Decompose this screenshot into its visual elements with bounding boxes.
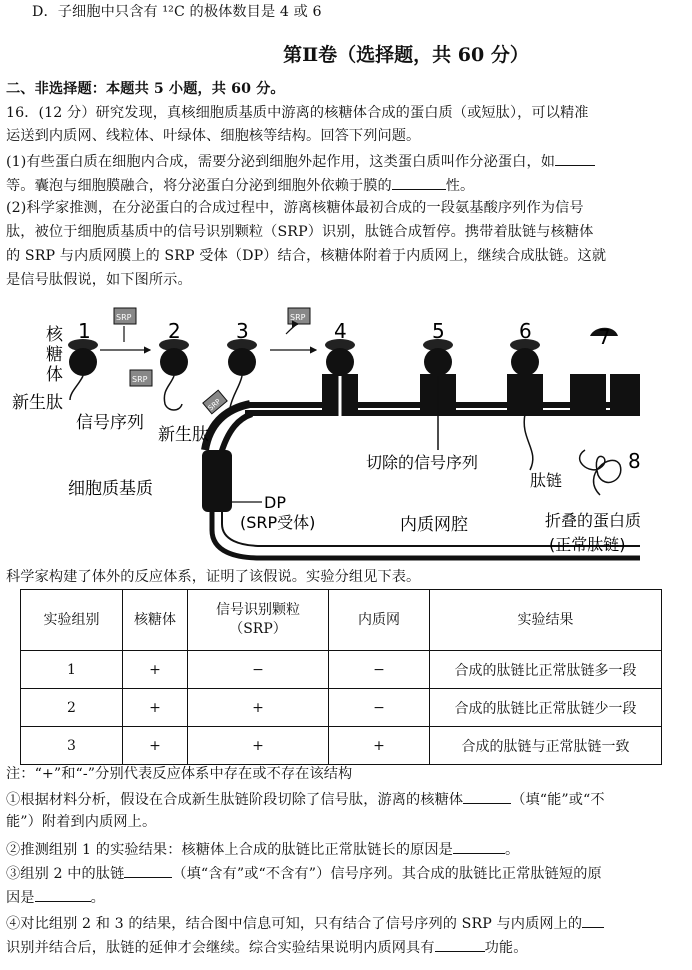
label-ribosome-3: 体 bbox=[46, 365, 63, 385]
ribosome-6 bbox=[507, 339, 543, 470]
svg-text:SRP: SRP bbox=[290, 313, 306, 322]
label-ribosome-2: 糖 bbox=[46, 345, 63, 365]
answer-blank-3[interactable] bbox=[463, 788, 511, 804]
label-signal-sequence: 信号序列 bbox=[76, 413, 144, 433]
answer-blank-5[interactable] bbox=[124, 862, 172, 878]
srp-particle-3 bbox=[203, 390, 227, 414]
answer-blank-4[interactable] bbox=[453, 838, 505, 854]
table-row: 3 + + + 合成的肽链与正常肽链一致 bbox=[21, 727, 662, 765]
ribosome-3 bbox=[227, 339, 257, 408]
step-4: 4 bbox=[334, 319, 347, 343]
header-group: 实验组别 bbox=[21, 590, 123, 651]
signal-hypothesis-diagram bbox=[0, 300, 692, 568]
svg-text:SRP: SRP bbox=[132, 375, 148, 384]
section-heading: 二、非选择题：本题共 5 小题，共 60 分。 bbox=[6, 81, 285, 97]
part-title: 第Ⅱ卷（选择题，共 60 分） bbox=[283, 44, 529, 66]
step-3: 3 bbox=[236, 319, 249, 343]
label-cytosol: 细胞质基质 bbox=[68, 479, 153, 499]
srp-particle-4 bbox=[288, 308, 310, 324]
answer-blank-2[interactable] bbox=[392, 174, 446, 190]
label-peptide-chain: 肽链 bbox=[530, 471, 563, 490]
svg-text:SRP: SRP bbox=[206, 397, 223, 413]
q16-part1-line1 bbox=[6, 150, 686, 173]
experiment-table bbox=[20, 589, 662, 765]
q16-part2-line4: 是信号肽假说，如下图所示。 bbox=[6, 272, 192, 288]
step-6: 6 bbox=[519, 319, 532, 343]
q1-line1: ①根据材料分析，假设在合成新生肽链阶段切除了信号肽，游离的核糖体 （填“能”或“不 bbox=[6, 788, 686, 811]
q16-part1-text-2b: 性。 bbox=[445, 178, 475, 194]
srp-particle-2 bbox=[130, 370, 152, 386]
q16-part1-text: (1)有些蛋白质在细胞内合成，需要分泌到细胞外起作用，这类蛋白质叫作分泌蛋白，如 bbox=[6, 154, 556, 170]
label-cut-signal-sequence: 切除的信号序列 bbox=[366, 453, 479, 472]
table-row: 2 + + − 合成的肽链比正常肽链少一段 bbox=[21, 689, 662, 727]
q16-stem-line1: 16．(12 分）研究发现，真核细胞质基质中游离的核糖体合成的蛋白质（或短肽），可以精准 bbox=[6, 105, 589, 121]
step-5: 5 bbox=[432, 319, 445, 343]
table-note: 注：“+”和“-”分别代表反应体系中存在或不存在该结构 bbox=[6, 766, 353, 782]
answer-blank-8[interactable] bbox=[435, 936, 485, 952]
label-normal-peptide: (正常肽链) bbox=[549, 535, 626, 554]
q3-line2: 因是 。 bbox=[6, 886, 686, 909]
ribosome-2 bbox=[159, 339, 189, 410]
q16-part2-line1: (2)科学家推测，在分泌蛋白的合成过程中，游离核糖体最初合成的一段氨基酸序列作为信号 bbox=[6, 200, 584, 216]
header-ribosome: 核糖体 bbox=[123, 590, 188, 651]
table-row: 1 + − − 合成的肽链比正常肽链多一段 bbox=[21, 651, 662, 689]
answer-blank-1[interactable] bbox=[555, 150, 595, 166]
answer-blank-6[interactable] bbox=[35, 886, 91, 902]
header-result: 实验结果 bbox=[430, 590, 662, 651]
label-srp-receptor: (SRP受体) bbox=[240, 513, 316, 532]
q2-line: ②推测组别 1 的实验结果：核糖体上合成的肽链比正常肽链长的原因是 。 bbox=[6, 838, 686, 861]
header-srp: 信号识别颗粒 （SRP） bbox=[188, 590, 329, 651]
step-8: 8 bbox=[628, 449, 641, 473]
srp-particle-1 bbox=[114, 308, 136, 324]
dp-receptor bbox=[202, 450, 232, 512]
header-er: 内质网 bbox=[329, 590, 430, 651]
step-1: 1 bbox=[78, 319, 91, 343]
label-er-lumen: 内质网腔 bbox=[400, 515, 468, 535]
svg-text:SRP: SRP bbox=[116, 313, 132, 322]
q4-line1: ④对比组别 2 和 3 的结果，结合图中信息可知，只有结合了信号序列的 SRP 与内质网上的 bbox=[6, 912, 686, 935]
label-nascent-peptide-2: 新生肽 bbox=[158, 425, 209, 445]
label-ribosome-1: 核 bbox=[46, 325, 63, 345]
q16-stem-line2: 运送到内质网、线粒体、叶绿体、细胞核等结构。回答下列问题。 bbox=[6, 128, 421, 144]
q16-part2-line2: 肽，被位于细胞质基质中的信号识别颗粒（SRP）识别，肽链合成暂停。携带着肽链与核糖体 bbox=[6, 224, 594, 240]
label-dp: DP bbox=[264, 493, 286, 512]
table-header-row bbox=[21, 590, 662, 651]
label-nascent-peptide-1: 新生肽 bbox=[12, 393, 63, 413]
step-7: 7 bbox=[598, 325, 611, 349]
q16-part1-text-2a: 等。囊泡与细胞膜融合，将分泌蛋白分泌到细胞外依赖于膜的 bbox=[6, 178, 392, 194]
label-folded-protein: 折叠的蛋白质 bbox=[545, 511, 642, 530]
step-2: 2 bbox=[168, 319, 181, 343]
arrow-srp-release bbox=[286, 324, 298, 334]
ribosome-5 bbox=[420, 339, 456, 450]
ribosome-1 bbox=[68, 339, 98, 400]
q1-line2: 能”）附着到内质网上。 bbox=[6, 814, 157, 830]
ribosome-4 bbox=[322, 339, 358, 418]
answer-blank-7[interactable] bbox=[582, 912, 604, 928]
table-intro: 科学家构建了体外的反应体系，证明了该假说。实验分组见下表。 bbox=[6, 569, 421, 585]
q4-line2: 识别并结合后，肽链的延伸才会继续。综合实验结果说明内质网具有 功能。 bbox=[6, 936, 686, 959]
prev-question-option-d: D．子细胞中只含有 ¹²C 的极体数目是 4 或 6 bbox=[32, 4, 322, 20]
q16-part2-line3: 的 SRP 与内质网膜上的 SRP 受体（DP）结合，核糖体附着于内质网上，继续合成肽链。这就 bbox=[6, 248, 607, 264]
q3-line1: ③组别 2 中的肽链 （填“含有”或“不含有”）信号序列。其合成的肽链比正常肽链短的原 bbox=[6, 862, 686, 885]
folded-protein bbox=[580, 450, 621, 495]
q16-part1-line2 bbox=[6, 174, 686, 197]
